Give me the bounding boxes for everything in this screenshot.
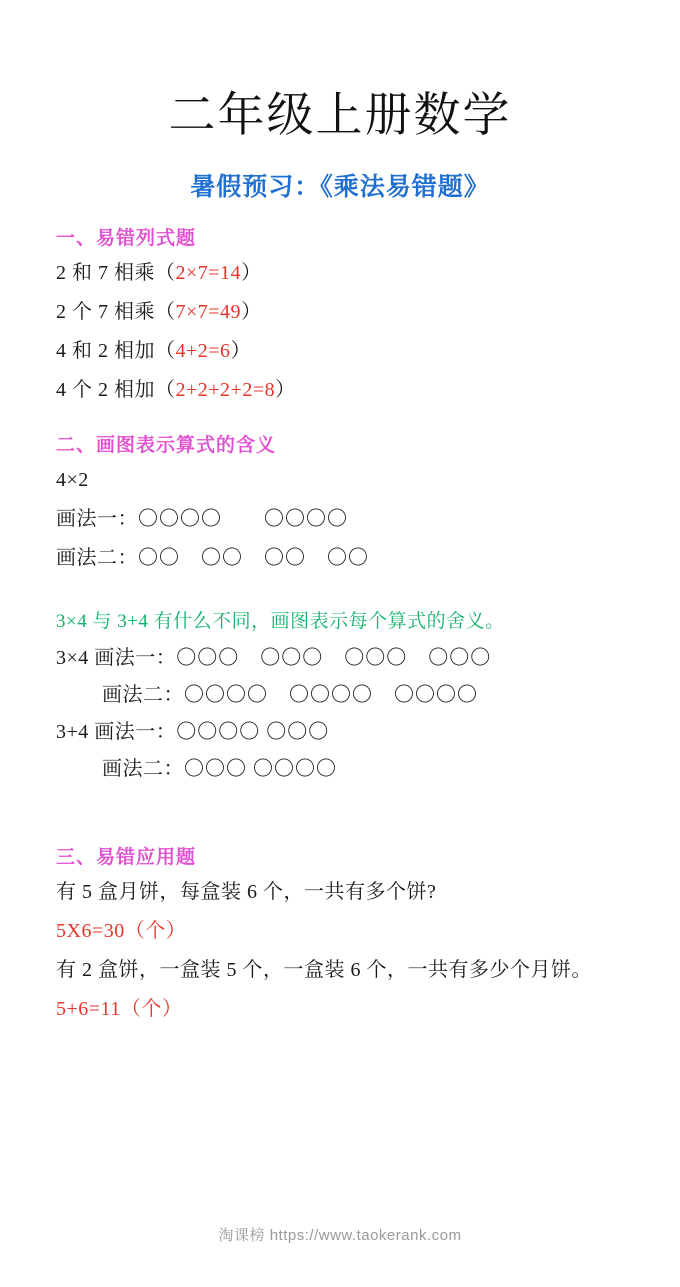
drawing-label: 画法二： — [102, 758, 184, 781]
drawing-row — [56, 714, 624, 751]
drawing-row — [56, 677, 624, 714]
problem-close: ） — [275, 379, 296, 401]
word-problem-question: 有 2 盒饼，一盒装 5 个，一盒装 6 个，一共有多少个月饼。 — [56, 959, 592, 982]
list-item — [56, 371, 624, 410]
compare-question: 3×4 与 3+4 有什么不同，画图表示每个算式的舍义。 — [56, 611, 505, 632]
drawing-row — [56, 751, 624, 788]
problem-prompt: 4 和 2 相加（ — [56, 340, 176, 362]
section-heading-2: 二、画图表示算式的含义 — [56, 435, 277, 456]
section-heading-1: 一、易错列式题 — [56, 228, 197, 249]
problem-close: ） — [230, 340, 252, 362]
drawing-circles: 〇〇〇〇 〇〇〇〇 — [138, 508, 348, 530]
drawing-circles: 〇〇 〇〇 〇〇 〇〇 — [138, 547, 369, 569]
spacer — [56, 578, 624, 604]
problem-close: ） — [241, 301, 262, 323]
drawing-label: 画法二： — [56, 547, 138, 569]
list-item — [56, 332, 624, 371]
drawing-label: 画法二： — [102, 684, 184, 707]
problem-answer: 7×7=49 — [175, 301, 242, 323]
section-heading-3: 三、易错应用题 — [56, 847, 197, 869]
problem-prompt: 4 个 2 相加（ — [56, 379, 176, 401]
drawing-circles: 〇〇〇 〇〇〇 〇〇〇 〇〇〇 — [176, 647, 492, 670]
word-problem-answer: 5X6=30（个） — [56, 920, 187, 943]
problem-answer: 2×7=14 — [175, 262, 242, 284]
problem-prompt: 2 个 7 相乘（ — [56, 301, 176, 323]
problem-prompt: 2 和 7 相乘（ — [56, 262, 176, 284]
drawing-label: 3×4 画法一： — [56, 647, 177, 670]
page-subtitle: 暑假预习：《乘法易错题》 — [190, 173, 490, 201]
spacer — [56, 788, 624, 822]
expression-text: 4×2 — [56, 469, 89, 491]
drawing-row — [56, 539, 624, 578]
drawing-row — [56, 500, 624, 539]
list-item — [56, 293, 624, 332]
problem-close: ） — [241, 262, 262, 284]
drawing-circles: 〇〇〇〇 〇〇〇 — [176, 721, 330, 744]
document-page — [0, 78, 680, 1287]
drawing-label: 画法一： — [56, 508, 138, 530]
word-problem-answer: 5+6=11（个） — [56, 998, 183, 1021]
problem-answer: 2+2+2+2=8 — [175, 379, 276, 401]
problem-answer: 4+2=6 — [175, 340, 231, 362]
page-title: 二年级上册数学 — [168, 90, 512, 142]
drawing-circles: 〇〇〇 〇〇〇〇 — [184, 758, 337, 781]
list-item — [56, 254, 624, 293]
drawing-row — [56, 640, 624, 677]
word-problem-question: 有 5 盒月饼，每盒装 6 个，一共有多个饼? — [56, 881, 437, 904]
drawing-circles: 〇〇〇〇 〇〇〇〇 〇〇〇〇 — [184, 684, 478, 707]
footer-watermark: 淘课榜 https://www.taokerank.com — [218, 1227, 462, 1244]
drawing-label: 3+4 画法一： — [56, 721, 177, 744]
